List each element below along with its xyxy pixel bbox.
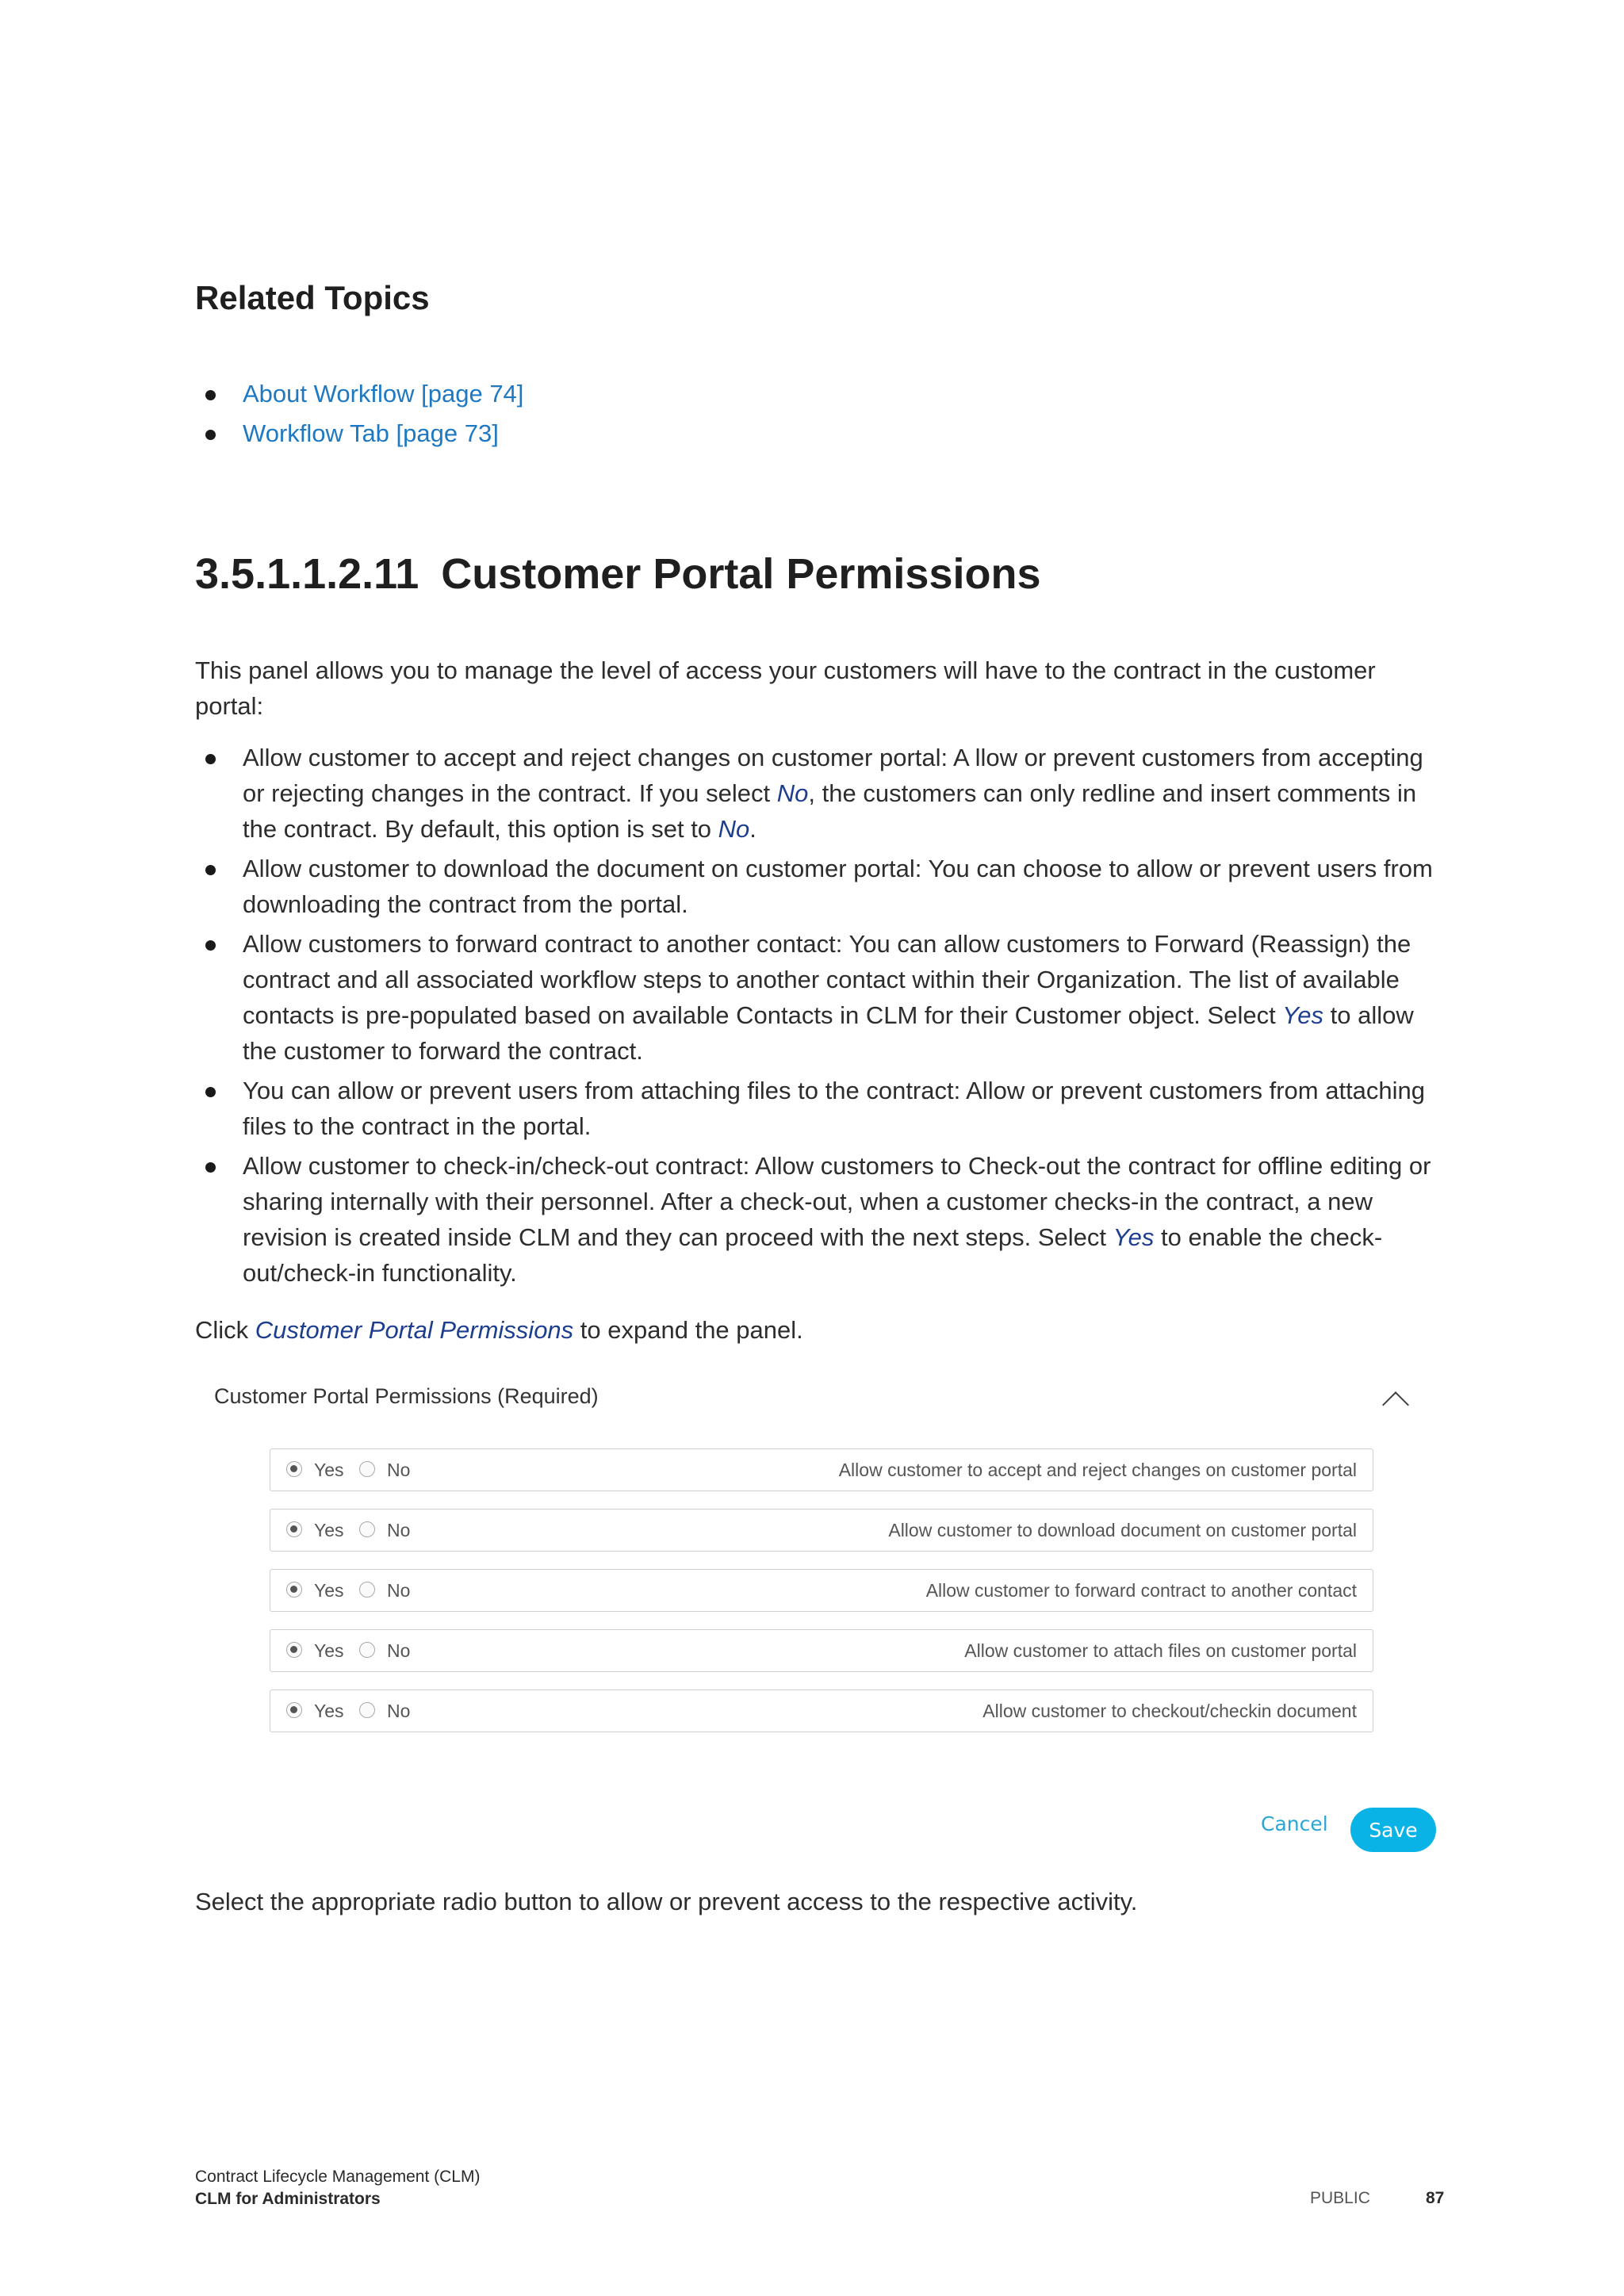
radio-yes-label: Yes [314,1580,344,1601]
chevron-up-icon[interactable] [1382,1391,1409,1418]
list-item [195,740,1448,847]
radio-yes[interactable] [286,1642,302,1658]
bullet-text: to allow the customer to forward the contract. [243,1001,1414,1065]
click-instruction [195,1312,803,1348]
radio-yes[interactable] [286,1702,302,1718]
list-item [195,926,1448,1069]
bullet-text: Allow customer to accept and reject changes on customer portal: A llow or prevent customers from accepting or rejecting changes in the contract. If you select [243,744,1423,807]
radio-no-label: No [387,1520,411,1540]
closing-paragraph: Select the appropriate radio button to allow or prevent access to the respective activity. [195,1888,1138,1915]
bullet-text: Allow customers to forward contract to another contact: You can allow customers to Forward (Reassign) the contract and all associated workflow steps to another contact within their Organization. The list of available contacts is pre-populated based on available Contacts in CLM for their Customer object. Select [243,930,1411,1029]
radio-no[interactable] [359,1461,375,1477]
radio-no[interactable] [359,1702,375,1718]
bullet-text: Allow customer to download the document on customer portal: You can choose to allow or prevent users from downloading the contract from the portal. [243,855,1433,918]
instruction-text: to expand the panel. [573,1316,803,1344]
emphasis-no: No [776,779,809,807]
footer-document-info [195,2166,480,2210]
list-item [195,1073,1448,1144]
link-about-workflow[interactable]: About Workflow [page 74] [243,380,524,408]
cancel-button[interactable]: Cancel [1261,1812,1328,1835]
bullet-text: . [749,815,756,843]
permissions-bullet-list [195,740,1448,1295]
footer-guide-title: CLM for Administrators [195,2190,381,2208]
footer-classification: PUBLIC [1310,2189,1370,2207]
radio-no[interactable] [359,1642,375,1658]
permission-row [270,1448,1373,1491]
permission-row [270,1629,1373,1672]
save-button[interactable]: Save [1350,1808,1436,1852]
radio-yes[interactable] [286,1521,302,1537]
permission-row [270,1689,1373,1732]
radio-no-label: No [387,1460,411,1480]
radio-yes-label: Yes [314,1520,344,1540]
panel-title: Customer Portal Permissions (Required) [214,1384,599,1408]
bullet-text: Allow customer to check-in/check-out contract: Allow customers to Check-out the contract for offline editing or sharing internally with their personnel. After a check-out, when a customer checks-in the contract, a new revision is created inside CLM and they can proceed with the next steps. Select [243,1152,1431,1251]
radio-yes-label: Yes [314,1640,344,1661]
bullet-text: to enable the check-out/check-in functionality. [243,1223,1383,1287]
radio-yes[interactable] [286,1582,302,1598]
emphasis-yes: Yes [1113,1223,1155,1251]
permission-label: Allow customer to forward contract to another contact [925,1580,1357,1601]
related-topics-list [195,374,523,453]
radio-yes[interactable] [286,1461,302,1477]
permission-label: Allow customer to attach files on customer portal [964,1640,1357,1661]
radio-no-label: No [387,1580,411,1601]
emphasis-panel-name: Customer Portal Permissions [255,1316,574,1344]
permission-label: Allow customer to download document on customer portal [888,1520,1357,1540]
intro-paragraph: This panel allows you to manage the level of access your customers will have to the contract in the customer portal: [195,656,1376,720]
bullet-text: You can allow or prevent users from attaching files to the contract: Allow or prevent customers from attaching files to the contract in the portal. [243,1077,1426,1140]
permission-label: Allow customer to checkout/checkin document [982,1701,1357,1721]
permission-row [270,1509,1373,1552]
section-title: Customer Portal Permissions [441,550,1041,598]
emphasis-yes: Yes [1282,1001,1324,1029]
page-number: 87 [1426,2189,1445,2207]
radio-no[interactable] [359,1521,375,1537]
permission-row [270,1569,1373,1612]
footer-product: Contract Lifecycle Management (CLM) [195,2168,481,2186]
radio-no[interactable] [359,1582,375,1598]
related-topics-heading: Related Topics [195,279,430,316]
list-item [195,1148,1448,1291]
radio-yes-label: Yes [314,1701,344,1721]
list-item [195,414,523,453]
bullet-text: , the customers can only redline and insert comments in the contract. By default, this option is set to [243,779,1417,843]
link-workflow-tab[interactable]: Workflow Tab [page 73] [243,419,499,447]
instruction-text: Click [195,1316,255,1344]
radio-no-label: No [387,1701,411,1721]
list-item [195,374,523,414]
radio-yes-label: Yes [314,1460,344,1480]
section-heading [195,549,1041,599]
permission-label: Allow customer to accept and reject changes on customer portal [838,1460,1357,1480]
emphasis-no: No [718,815,750,843]
list-item [195,851,1448,922]
section-number: 3.5.1.1.2.11 [195,550,419,598]
radio-no-label: No [387,1640,411,1661]
